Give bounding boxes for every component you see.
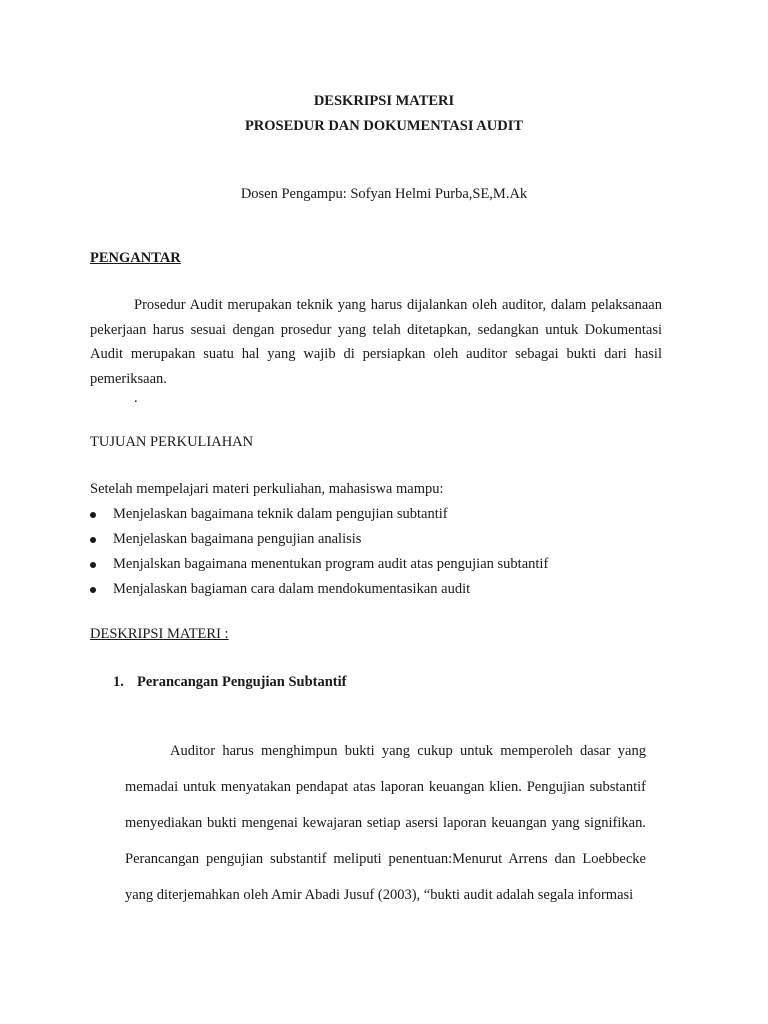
lecturer-line: Dosen Pengampu: Sofyan Helmi Purba,SE,M.Ak bbox=[240, 186, 528, 202]
doc-title-line1: DESKRIPSI MATERI bbox=[313, 93, 455, 109]
stray-dot: . bbox=[134, 390, 138, 406]
tujuan-intro: Setelah mempelajari materi perkuliahan, mahasiswa mampu: bbox=[90, 481, 444, 497]
tujuan-heading: TUJUAN PERKULIAHAN bbox=[90, 434, 254, 450]
pengantar-paragraph bbox=[90, 293, 662, 391]
section1-number: 1. bbox=[113, 674, 124, 690]
list-item: Menjalskan bagaimana menentukan program audit atas pengujian subtantif bbox=[90, 552, 548, 577]
pengantar-text: Prosedur Audit merupakan teknik yang harus dijalankan oleh auditor, dalam pelaksanaan pekerjaan harus sesuai dengan prosedur yang telah ditetapkan, sedangkan untuk Dokumentasi Audit merupakan suatu hal yang wajib di persiapkan oleh auditor sebagai bukti dari hasil pemeriksaan. bbox=[90, 297, 662, 387]
list-item: Menjalaskan bagiaman cara dalam mendokumentasikan audit bbox=[90, 577, 548, 602]
tujuan-list bbox=[90, 502, 548, 602]
list-item: Menjelaskan bagaimana pengujian analisis bbox=[90, 527, 548, 552]
doc-title-line2: PROSEDUR DAN DOKUMENTASI AUDIT bbox=[244, 118, 524, 134]
bullet-icon bbox=[90, 562, 96, 568]
pengantar-heading: PENGANTAR bbox=[90, 250, 181, 266]
section1-text: Auditor harus menghimpun bukti yang cukup untuk memperoleh dasar yang memadai untuk menyatakan pendapat atas laporan keuangan klien. Pengujian substantif menyediakan bukti mengenai kewajaran setiap asersi laporan keuangan yang signifikan. Perancangan pengujian substantif meliputi penentuan:Menurut Arrens dan Loebbecke yang diterjemahkan oleh Amir Abadi Jusuf (2003), “bukti audit adalah segala informasi bbox=[125, 743, 646, 903]
bullet-icon bbox=[90, 537, 96, 543]
section1-paragraph bbox=[125, 733, 646, 913]
list-item: Menjelaskan bagaimana teknik dalam pengujian subtantif bbox=[90, 502, 548, 527]
deskripsi-heading: DESKRIPSI MATERI : bbox=[90, 626, 229, 642]
bullet-icon bbox=[90, 512, 96, 518]
bullet-icon bbox=[90, 587, 96, 593]
section1-heading bbox=[113, 674, 346, 691]
section1-title: Perancangan Pengujian Subtantif bbox=[137, 674, 347, 690]
